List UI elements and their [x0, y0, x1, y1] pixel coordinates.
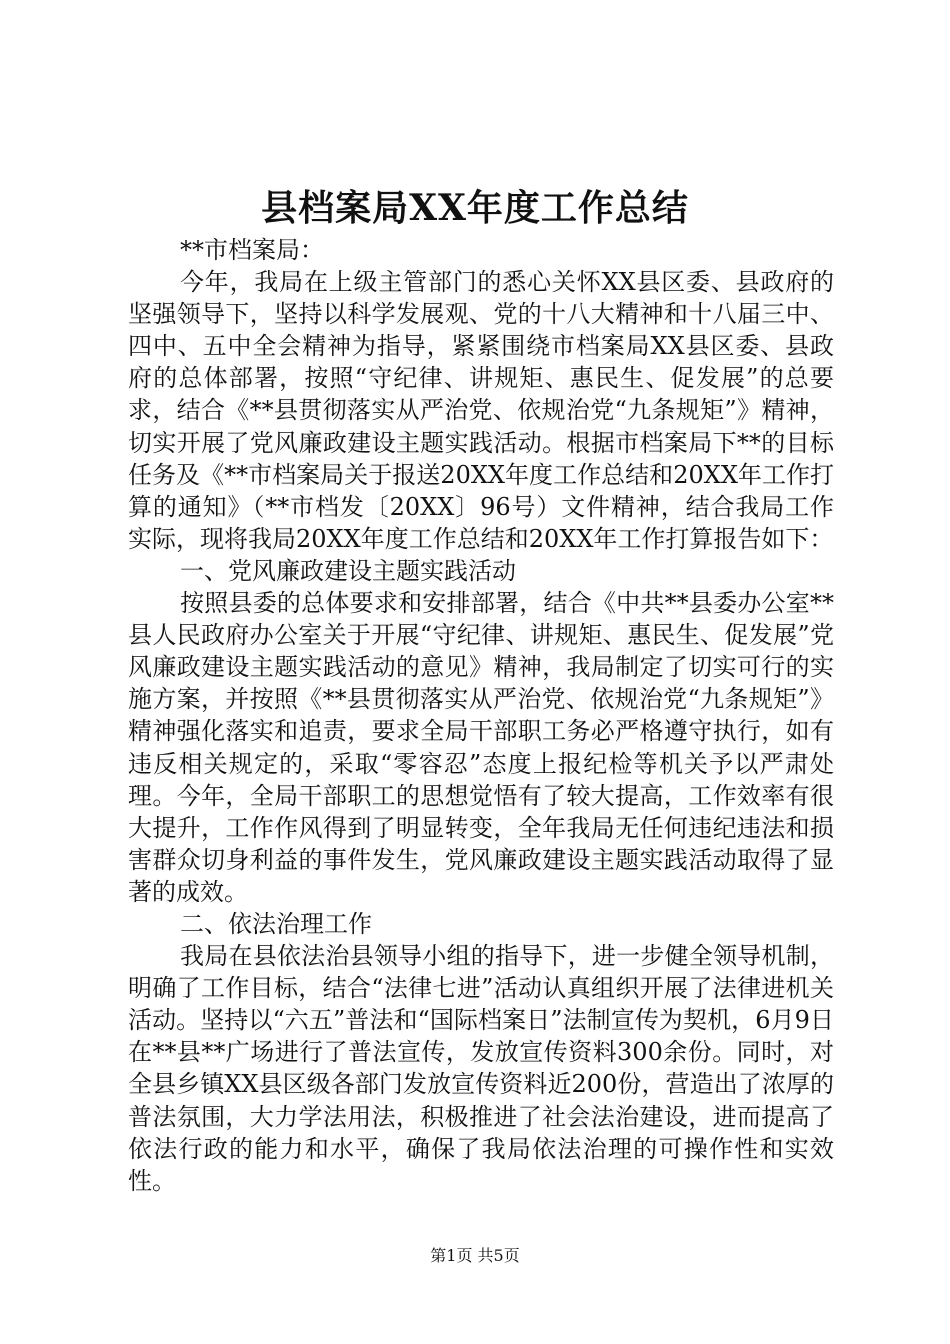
- paragraph-section-1: 按照县委的总体要求和安排部署，结合《中共**县委办公室**县人民政府办公室关于开展“守纪律、讲规矩、惠民生、促发展”党风廉政建设主题实践活动的意见》精神，我局制定了切实可行的实施方案，并按照《**县贯彻落实从严治党、依规治党“九条规矩”》精神强化落实和追责，要求全局干部职工务必严格遵守执行，如有违反相关规定的，采取“零容忍”态度上报纪检等机关予以严肃处理。今年，全局干部职工的思想觉悟有了较大提高，工作效率有很大提升，工作作风得到了明显转变，全年我局无任何违纪违法和损害群众切身利益的事件发生，党风廉政建设主题实践活动取得了显著的成效。: [128, 589, 834, 906]
- page-footer: 第1页 共5页: [430, 1246, 520, 1265]
- paragraph-section-2: 我局在县依法治县领导小组的指导下，进一步健全领导机制，明确了工作目标，结合“法律七进”活动认真组织开展了法律进机关活动。坚持以“六五”普法和“国际档案日”法制宣传为契机，6月9日在**县**广场进行了普法宣传，发放宣传资料300余份。同时，对全县乡镇XX县区级各部门发放宣传资料近200份，营造出了浓厚的普法氛围，大力学法用法，积极推进了社会法治建设，进而提高了依法行政的能力和水平，确保了我局依法治理的可操作性和实效性。: [128, 942, 834, 1195]
- section-heading-1: 一、党风廉政建设主题实践活动: [180, 556, 516, 585]
- section-heading-2: 二、依法治理工作: [180, 909, 372, 938]
- document-title: 县档案局XX年度工作总结: [261, 187, 689, 229]
- paragraph-intro: 今年，我局在上级主管部门的悉心关怀XX县区委、县政府的坚强领导下，坚持以科学发展观、党的十八大精神和十八届三中、四中、五中全会精神为指导，紧紧围绕市档案局XX县区委、县政府的总体部署，按照“守纪律、讲规矩、惠民生、促发展”的总要求，结合《**县贯彻落实从严治党、依规治党“九条规矩”》精神，切实开展了党风廉政建设主题实践活动。根据市档案局下**的目标任务及《**市档案局关于报送20XX年度工作总结和20XX年工作打算的通知》（**市档发〔20XX〕96号）文件精神，结合我局工作实际，现将我局20XX年度工作总结和20XX年工作打算报告如下：: [128, 268, 834, 553]
- document-body: [128, 234, 834, 1197]
- addressee: **市档案局：: [180, 236, 324, 264]
